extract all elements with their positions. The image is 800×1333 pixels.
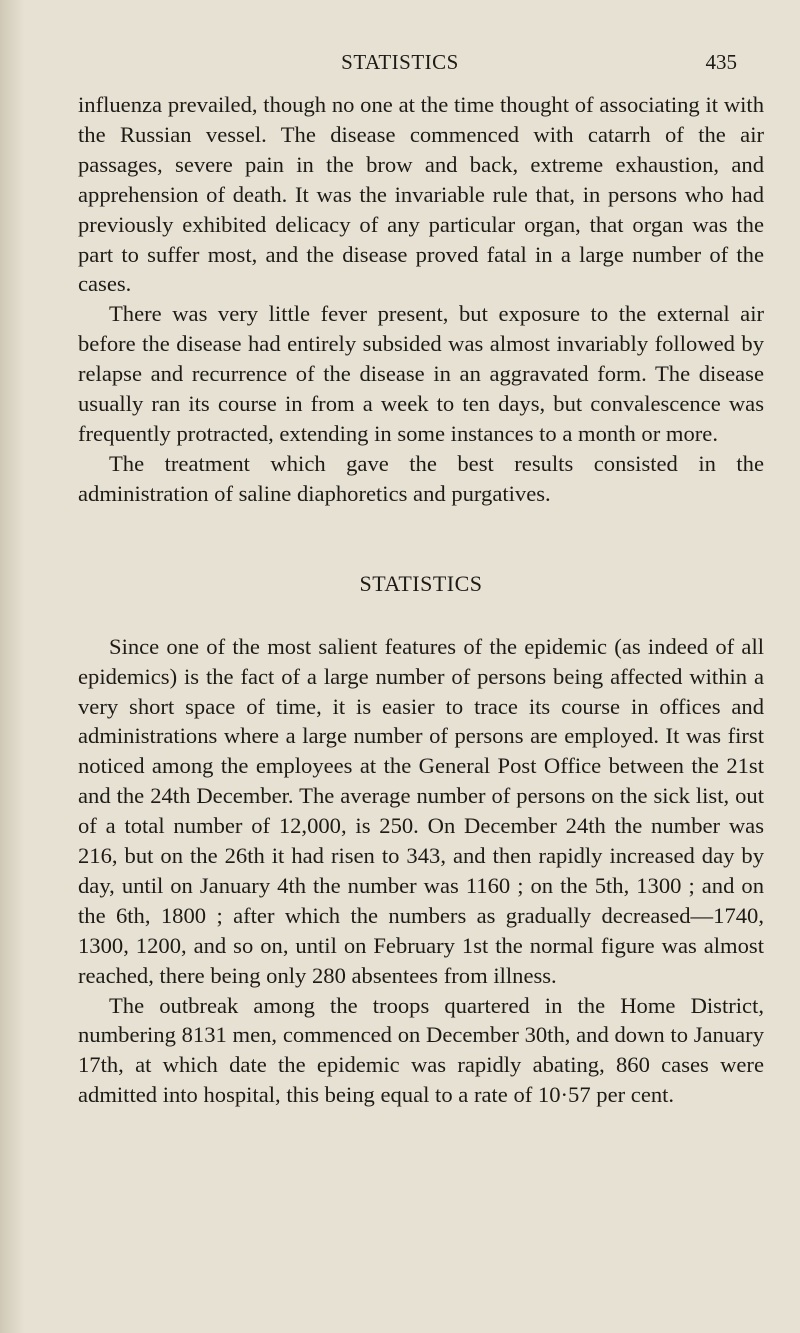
page-number: 435: [705, 50, 737, 74]
paragraph-troops: The outbreak among the troops quartered in the Home District, numbering 8131 men, commenced on December 30th, and down to January 17th, at which date the epidemic was rapidly abating, 860 cases were admitted into hospital, this being equal to a rate of 10·57 per cent.: [78, 992, 764, 1108]
paragraph-fever: There was very little fever present, but exposure to the external air before the disease had entirely subsided was almost invariably followed by relapse and recurrence of the disease in an aggravated form. The disease usually ran its course in from a week to ten days, but convalescence was frequently protracted, extending in some instances to a month or more.: [78, 301, 764, 446]
paragraph-post-office: Since one of the most salient features of the epidemic (as indeed of all epidemics) is the fact of a large number of persons being affected within a very short space of time, it is easier to trace its course in offices and administrations where a large number of persons are employed. It was first noticed among the employees at the General Post Office between the 21st and the 24th December. The average number of persons on the sick list, out of a total number of 12,000, is 250. On December 24th the number was 216, but on the 26th it had risen to 343, and then rapidly increased day by day, until on January 4th the number was 1160 ; on the 5th, 1300 ; and on the 6th, 1800 ; after which the numbers as gradually decreased—1740, 1300, 1200, and so on, until on February 1st the normal figure was almost reached, there being only 280 absentees from illness.: [78, 633, 764, 988]
paragraph-treatment: The treatment which gave the best results consisted in the administration of saline diaphoretics and purgatives.: [78, 450, 764, 506]
body-text: [78, 90, 764, 1110]
running-title: STATISTICS: [341, 50, 459, 74]
page-edge-shadow: [0, 0, 24, 1333]
paragraph-influenza-continued: influenza prevailed, though no one at the time thought of associating it with the Russian vessel. The disease commenced with catarrh of the air passages, severe pain in the brow and back, extreme exhaustion, and apprehension of death. It was the invariable rule that, in persons who had previously exhibited delicacy of any particular organ, that organ was the part to suffer most, and the disease proved fatal in a large number of the cases.: [78, 92, 764, 297]
running-head: [0, 50, 800, 80]
section-heading: STATISTICS: [359, 570, 483, 596]
